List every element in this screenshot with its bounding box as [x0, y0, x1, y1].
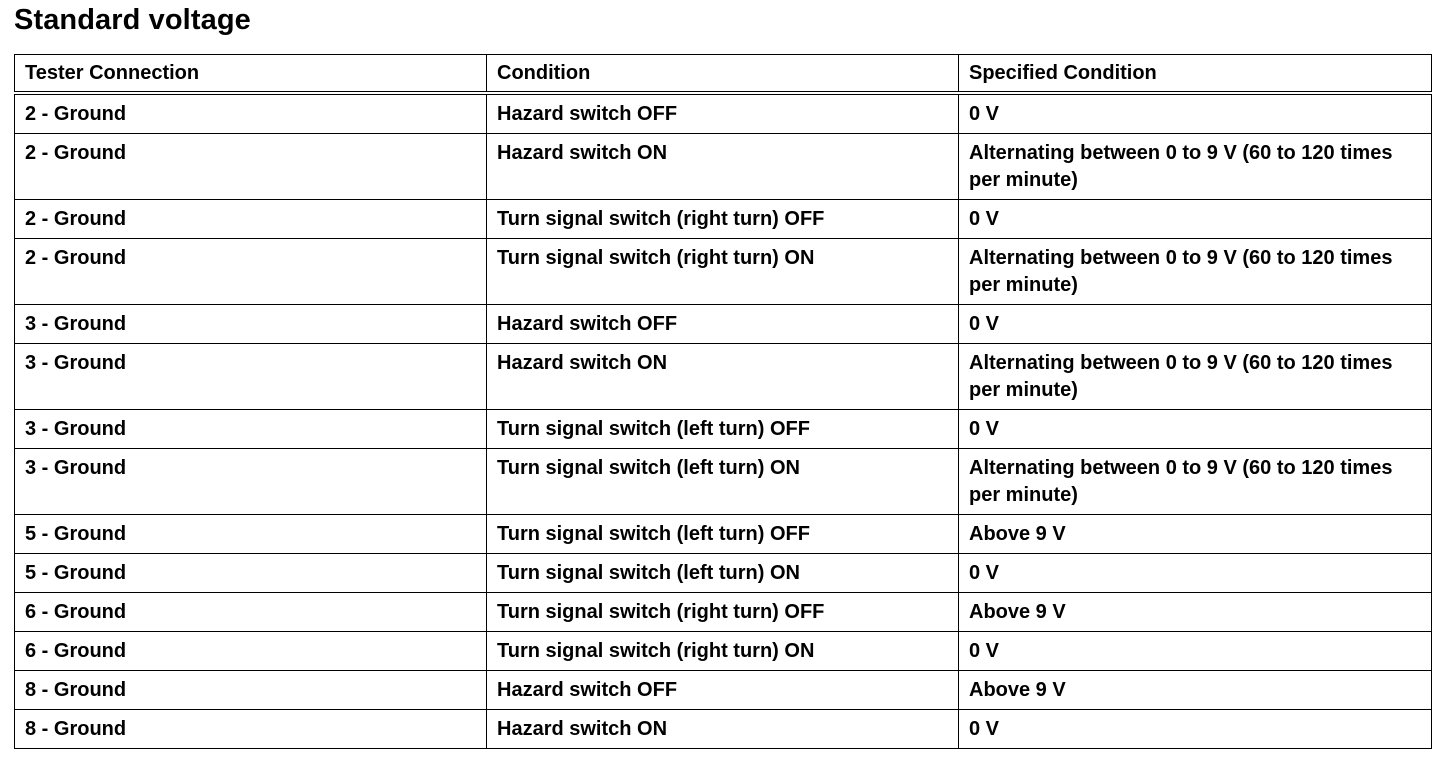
- cell-condition: Hazard switch OFF: [487, 305, 959, 344]
- cell-tester-connection: 2 - Ground: [15, 200, 487, 239]
- cell-condition: Turn signal switch (right turn) ON: [487, 239, 959, 305]
- table-row: [15, 200, 1432, 239]
- cell-condition: Turn signal switch (left turn) OFF: [487, 410, 959, 449]
- cell-condition: Hazard switch OFF: [487, 93, 959, 134]
- page-title: Standard voltage: [14, 4, 251, 36]
- table-row: [15, 410, 1432, 449]
- cell-specified-condition: Alternating between 0 to 9 V (60 to 120 times per minute): [959, 134, 1432, 200]
- header-row: [15, 55, 1432, 94]
- table-row: [15, 93, 1432, 134]
- table-row: [15, 344, 1432, 410]
- cell-tester-connection: 3 - Ground: [15, 305, 487, 344]
- cell-specified-condition: Above 9 V: [959, 593, 1432, 632]
- cell-tester-connection: 8 - Ground: [15, 710, 487, 749]
- cell-condition: Turn signal switch (right turn) OFF: [487, 593, 959, 632]
- cell-tester-connection: 3 - Ground: [15, 344, 487, 410]
- header-specified-condition: Specified Condition: [959, 55, 1432, 94]
- cell-tester-connection: 3 - Ground: [15, 410, 487, 449]
- cell-condition: Hazard switch OFF: [487, 671, 959, 710]
- cell-tester-connection: 6 - Ground: [15, 632, 487, 671]
- cell-tester-connection: 6 - Ground: [15, 593, 487, 632]
- table-row: [15, 239, 1432, 305]
- table-header: [15, 55, 1432, 94]
- cell-tester-connection: 5 - Ground: [15, 554, 487, 593]
- table-row: [15, 134, 1432, 200]
- table-row: [15, 554, 1432, 593]
- cell-specified-condition: Alternating between 0 to 9 V (60 to 120 times per minute): [959, 449, 1432, 515]
- cell-specified-condition: Above 9 V: [959, 671, 1432, 710]
- cell-specified-condition: 0 V: [959, 554, 1432, 593]
- cell-specified-condition: 0 V: [959, 632, 1432, 671]
- table-row: [15, 515, 1432, 554]
- cell-tester-connection: 8 - Ground: [15, 671, 487, 710]
- cell-condition: Turn signal switch (left turn) ON: [487, 449, 959, 515]
- cell-specified-condition: 0 V: [959, 200, 1432, 239]
- standard-voltage-table: [14, 54, 1432, 749]
- table-row: [15, 593, 1432, 632]
- cell-condition: Turn signal switch (left turn) ON: [487, 554, 959, 593]
- cell-condition: Hazard switch ON: [487, 134, 959, 200]
- cell-condition: Turn signal switch (left turn) OFF: [487, 515, 959, 554]
- cell-specified-condition: Above 9 V: [959, 515, 1432, 554]
- cell-tester-connection: 3 - Ground: [15, 449, 487, 515]
- cell-condition: Turn signal switch (right turn) ON: [487, 632, 959, 671]
- header-tester-connection: Tester Connection: [15, 55, 487, 94]
- cell-specified-condition: Alternating between 0 to 9 V (60 to 120 times per minute): [959, 344, 1432, 410]
- table-row: [15, 671, 1432, 710]
- cell-tester-connection: 2 - Ground: [15, 239, 487, 305]
- cell-specified-condition: 0 V: [959, 410, 1432, 449]
- cell-tester-connection: 5 - Ground: [15, 515, 487, 554]
- cell-specified-condition: Alternating between 0 to 9 V (60 to 120 times per minute): [959, 239, 1432, 305]
- cell-condition: Hazard switch ON: [487, 710, 959, 749]
- cell-specified-condition: 0 V: [959, 710, 1432, 749]
- cell-tester-connection: 2 - Ground: [15, 93, 487, 134]
- cell-condition: Hazard switch ON: [487, 344, 959, 410]
- table-body: [15, 93, 1432, 749]
- table-row: [15, 449, 1432, 515]
- table-row: [15, 632, 1432, 671]
- cell-specified-condition: 0 V: [959, 305, 1432, 344]
- table-row: [15, 710, 1432, 749]
- cell-specified-condition: 0 V: [959, 93, 1432, 134]
- cell-condition: Turn signal switch (right turn) OFF: [487, 200, 959, 239]
- header-condition: Condition: [487, 55, 959, 94]
- cell-tester-connection: 2 - Ground: [15, 134, 487, 200]
- table-row: [15, 305, 1432, 344]
